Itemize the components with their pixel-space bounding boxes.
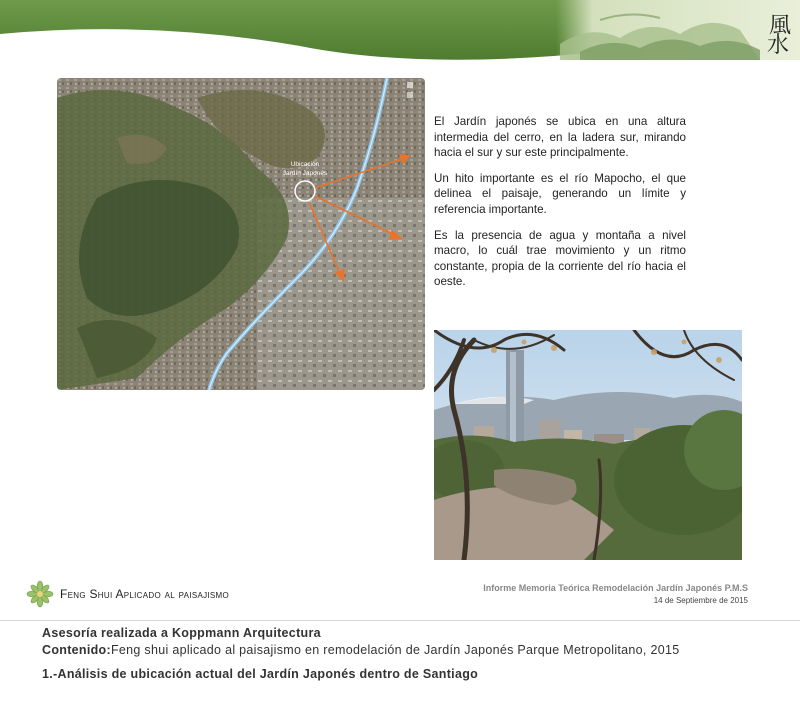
description-text	[434, 114, 686, 300]
paragraph-2: Un hito importante es el río Mapocho, el que delinea el paisaje, generando un límite y referencia importante.	[434, 171, 686, 216]
paragraph-1: El Jardín japonés se ubica en una altura intermedia del cerro, en la ladera sur, mirando hacia el sur y sur este principalmente.	[434, 115, 686, 160]
paragraph-3: Es la presencia de agua y montaña a nivel macro, lo cuál trae movimiento y un ritmo constante, propia de la corriente del río hacia el oeste.	[434, 228, 686, 289]
footer-branding	[26, 580, 229, 608]
caption-content	[42, 643, 680, 657]
caption-content-label: Contenido:	[42, 643, 111, 657]
footer-title: Feng Shui Aplicado al paisajismo	[60, 587, 230, 601]
footer-report-info	[483, 583, 748, 605]
report-date: 14 de Septiembre de 2015	[653, 596, 748, 605]
aerial-map-photo	[57, 78, 425, 390]
report-title: Informe Memoria Teórica Remodelación Jardín Japonés P.M.S	[483, 583, 748, 593]
caption-advisory: Asesoría realizada a Koppmann Arquitectura	[42, 626, 321, 640]
feng-shui-glyphs: 風	[765, 13, 791, 35]
header-band	[0, 0, 800, 62]
caption-analysis: 1.-Análisis de ubicación actual del Jardín Japonés dentro de Santiago	[42, 667, 479, 681]
svg-text:水: 水	[766, 33, 790, 58]
lotus-flower-icon	[26, 580, 54, 608]
marker-label-2: Jardín Japonés	[282, 170, 328, 177]
marker-label-1: Ubicación	[290, 161, 320, 168]
garden-photo	[434, 330, 742, 560]
caption-content-text: Feng shui aplicado al paisajismo en remodelación de Jardín Japonés Parque Metropolitano, 2015	[110, 643, 680, 657]
